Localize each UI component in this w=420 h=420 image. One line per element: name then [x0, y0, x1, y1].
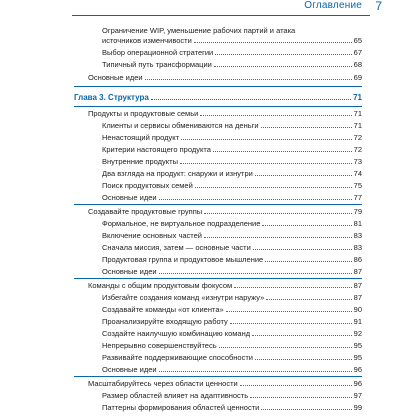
toc-entry[interactable]: [102, 243, 362, 252]
toc-entry[interactable]: [102, 353, 362, 362]
toc-entry-page: 91: [353, 317, 362, 326]
toc-entry-text: Выбор операционной стратегии: [102, 48, 214, 57]
toc-entry-page: 87: [353, 267, 362, 276]
toc-section-entry[interactable]: [88, 379, 362, 388]
section-separator: [74, 278, 362, 279]
leader-dots: [255, 175, 352, 176]
toc-entry-page: 72: [353, 133, 362, 142]
leader-dots: [226, 311, 352, 312]
toc-entry-text: Основные идеи: [102, 193, 157, 202]
leader-dots: [200, 115, 351, 116]
toc-entry[interactable]: [102, 219, 362, 228]
toc-entry-text: Два взгляда на продукт: снаружи и изнутри: [102, 169, 253, 178]
toc-entry-page: 74: [353, 169, 362, 178]
leader-dots: [214, 66, 352, 67]
leader-dots: [240, 385, 352, 386]
section-separator: [74, 204, 362, 205]
toc-entry[interactable]: [102, 133, 362, 142]
toc-entry[interactable]: [102, 193, 362, 202]
toc-entry[interactable]: [102, 121, 362, 130]
toc-entry-page: 75: [353, 181, 362, 190]
toc-entry-text: Типичный путь трансформации: [102, 60, 212, 69]
toc-entry[interactable]: [102, 145, 362, 154]
toc-entry-text: Формальное, не виртуальное подразделение: [102, 219, 261, 228]
chapter-separator: [74, 86, 362, 87]
section-separator: [74, 106, 362, 107]
toc-entry-page: 68: [353, 60, 362, 69]
toc-entry-text: Непрерывно совершенствуйтесь: [102, 341, 217, 350]
leader-dots: [230, 323, 352, 324]
page-header: [0, 0, 420, 20]
header-rule: [72, 15, 370, 16]
toc-entry[interactable]: [102, 305, 362, 314]
toc-entry-page: 87: [353, 281, 362, 290]
toc-entry-page: 67: [353, 48, 362, 57]
chapter-title: Глава 3. Структура: [74, 93, 149, 102]
toc-entry-text: Включение основных частей: [102, 231, 202, 240]
leader-dots: [180, 163, 352, 164]
toc-entry-page: 87: [353, 293, 362, 302]
toc-entry-wip[interactable]: [102, 26, 362, 45]
toc-entry[interactable]: [102, 267, 362, 276]
toc-entry-text: Внутренние продукты: [102, 157, 178, 166]
leader-dots: [194, 42, 352, 43]
toc-entry-text: Избегайте создания команд «изнутри наружу»: [102, 293, 265, 302]
toc-entry-text: Размер областей влияет на адаптивность: [102, 391, 249, 400]
toc-entry-page: 92: [353, 329, 362, 338]
header-title: Оглавление: [304, 0, 362, 11]
toc-entry-page: 96: [353, 365, 362, 374]
toc-entry[interactable]: [102, 341, 362, 350]
toc-entry-page: 65: [353, 35, 362, 45]
toc-entry-text: Команды с общим продуктовым фокусом: [88, 281, 233, 290]
toc-entry-text: Развивайте поддерживающие способности: [102, 353, 253, 362]
chapter-page: 71: [353, 93, 362, 102]
leader-dots: [252, 335, 352, 336]
toc-entry[interactable]: [102, 181, 362, 190]
toc-entry-page: 96: [353, 379, 362, 388]
toc-entry-page: 97: [353, 391, 362, 400]
toc-entry-text: Основные идеи: [88, 73, 143, 82]
toc-entry[interactable]: [102, 293, 362, 302]
toc-entry-text: Критерии настоящего продукта: [102, 145, 211, 154]
leader-dots: [215, 54, 351, 55]
leader-dots: [213, 151, 352, 152]
leader-dots: [234, 287, 351, 288]
toc-entry-text: Сначала миссия, затем — основные части: [102, 243, 251, 252]
toc-entry-page: 95: [353, 353, 362, 362]
section-separator: [74, 376, 362, 377]
leader-dots: [219, 347, 352, 348]
toc-entry-page: 99: [353, 403, 362, 412]
toc-section-entry[interactable]: [88, 281, 362, 290]
toc-entry-text: Ненастоящий продукт: [102, 133, 180, 142]
toc-entry-page: 71: [353, 109, 362, 118]
header-page-number: 7: [375, 0, 382, 13]
toc-entry-text: Создайте наилучшую комбинацию команд: [102, 329, 251, 338]
toc-entry[interactable]: [102, 365, 362, 374]
toc-entry-text: Поиск продуктовых семей: [102, 181, 193, 190]
toc-entry-page: 90: [353, 305, 362, 314]
toc-entry-text: Создавайте команды «от клиента»: [102, 305, 224, 314]
toc-entry-text: Паттерны формирования областей ценности: [102, 403, 260, 412]
leader-dots: [159, 371, 352, 372]
leader-dots: [159, 199, 352, 200]
toc-chapter-entry[interactable]: [74, 93, 362, 102]
toc-entry-text: Клиенты и сервисы обмениваются на деньги: [102, 121, 259, 130]
toc-entry-text: Продуктовая группа и продуктовое мышление: [102, 255, 264, 264]
toc-entry-text: Продукты и продуктовые семьи: [88, 109, 199, 118]
toc-section-entry[interactable]: [88, 207, 362, 216]
toc-section-entry[interactable]: [88, 109, 362, 118]
toc-entry-page: 81: [353, 219, 362, 228]
toc-entry[interactable]: [102, 255, 362, 264]
toc-entry-text: Проанализируйте входящую работу: [102, 317, 228, 326]
toc-entry-page: 73: [353, 157, 362, 166]
toc-entry-page: 72: [353, 145, 362, 154]
toc-entry-text: Основные идеи: [102, 267, 157, 276]
toc-entry[interactable]: [102, 231, 362, 240]
toc-entry-text-line1: Ограничение WIP, уменьшение рабочих партий и атака: [102, 26, 296, 35]
toc-entry-text: Основные идеи: [102, 365, 157, 374]
leader-dots: [261, 409, 351, 410]
toc-entry-page: 83: [353, 231, 362, 240]
toc-entry[interactable]: [102, 169, 362, 178]
toc-entry[interactable]: [102, 329, 362, 338]
leader-dots: [250, 397, 352, 398]
leader-dots: [204, 237, 352, 238]
leader-dots: [159, 273, 352, 274]
toc-entry[interactable]: [102, 391, 362, 400]
toc-entry-page: 83: [353, 243, 362, 252]
toc-entry[interactable]: [102, 317, 362, 326]
toc-entry-text-line2: источников изменчивости: [102, 35, 192, 45]
toc-entry-page: 86: [353, 255, 362, 264]
toc-entry[interactable]: [102, 48, 362, 57]
toc-entry-page: 95: [353, 341, 362, 350]
toc-entry-text: Создавайте продуктовые группы: [88, 207, 203, 216]
toc-entry-text: Масштабируйтесь через области ценности: [88, 379, 238, 388]
leader-dots: [261, 127, 352, 128]
toc-entry[interactable]: [102, 157, 362, 166]
leader-dots: [255, 359, 352, 360]
leader-dots: [195, 187, 352, 188]
toc-entry-key-ideas[interactable]: [88, 73, 362, 82]
leader-dots: [262, 225, 351, 226]
leader-dots: [253, 249, 352, 250]
toc-entry[interactable]: [102, 403, 362, 412]
toc-entry-page: 71: [353, 121, 362, 130]
leader-dots: [204, 213, 351, 214]
leader-dots: [145, 79, 352, 80]
toc-entry-page: 77: [353, 193, 362, 202]
leader-dots: [181, 139, 352, 140]
leader-dots: [265, 261, 351, 262]
toc-entry-page: 69: [353, 73, 362, 82]
leader-dots: [266, 299, 351, 300]
toc-entry-page: 79: [353, 207, 362, 216]
toc-entry[interactable]: [102, 60, 362, 69]
leader-dots: [151, 99, 351, 100]
